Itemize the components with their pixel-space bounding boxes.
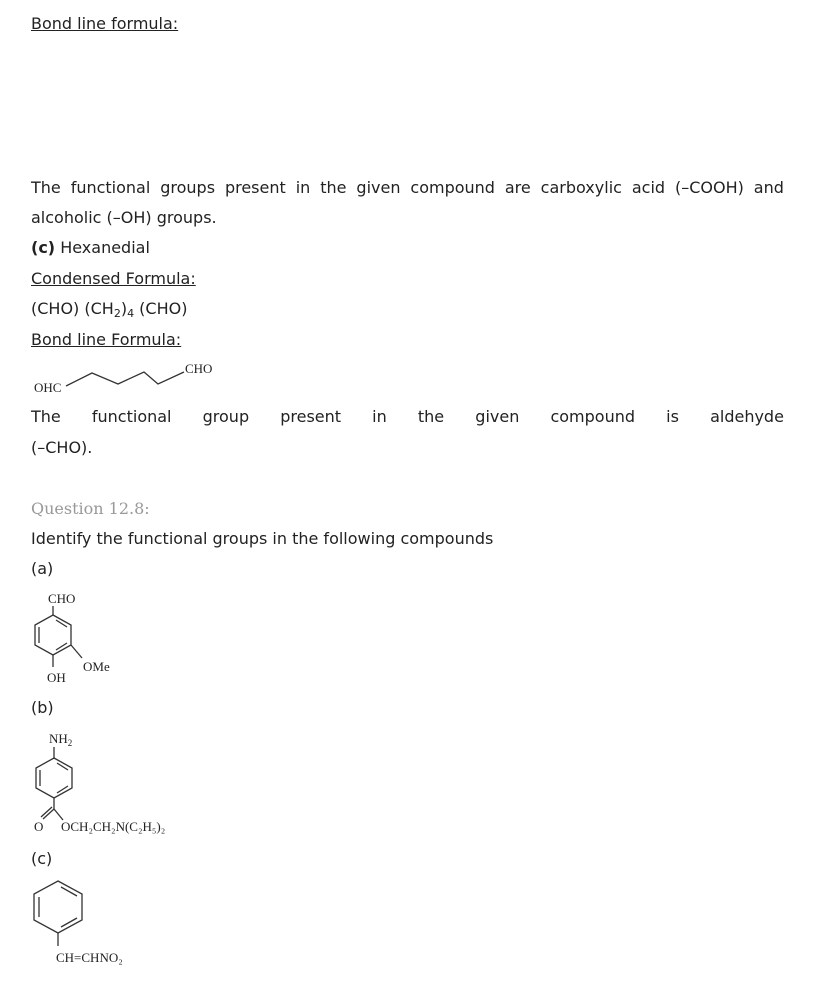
double-bond: [61, 918, 77, 927]
bond-line-formula-heading-2: Bond line Formula:: [31, 330, 182, 349]
double-bond: [56, 643, 67, 650]
double-bond: [57, 786, 68, 793]
word: functional: [70, 178, 151, 197]
word: compound: [550, 407, 636, 426]
word: the: [417, 407, 445, 426]
word: is: [666, 407, 679, 426]
structure-a: [30, 588, 130, 688]
part-b-label: (b): [31, 698, 54, 717]
bond: [71, 645, 82, 658]
double-bond: [57, 763, 68, 770]
condensed-part: (CHO) (CH: [31, 299, 114, 318]
condensed-subscript: 4: [127, 307, 135, 320]
word: present: [280, 407, 342, 426]
word: aldehyde: [710, 407, 784, 426]
word: given: [356, 178, 401, 197]
ome-label: OMe: [83, 659, 110, 674]
oh-label: OH: [47, 670, 66, 685]
ohc-label: OHC: [34, 380, 62, 395]
condensed-subscript: 2: [113, 307, 121, 320]
carbon-chain: [66, 372, 184, 386]
question-heading: Question 12.8:: [31, 499, 150, 518]
word: (–COOH): [674, 178, 744, 197]
word: given: [475, 407, 520, 426]
condensed-part: (CHO): [134, 299, 188, 318]
cho-label: CHO: [185, 361, 213, 376]
hexanedial-structure: [30, 356, 230, 400]
word: and: [753, 178, 784, 197]
word: the: [320, 178, 347, 197]
bond-line-formula-heading: Bond line formula:: [31, 14, 179, 33]
aldehyde-paragraph-line2: (–CHO).: [31, 438, 93, 457]
nh-subscript: 2: [67, 738, 73, 748]
word: acid: [631, 178, 666, 197]
double-bond: [61, 887, 77, 896]
part-c-name: Hexanedial: [60, 238, 150, 257]
benzene-ring: [35, 615, 71, 655]
word: The: [31, 407, 61, 426]
functional-groups-paragraph-line1: [31, 178, 784, 198]
condensed-formula-heading: Condensed Formula:: [31, 269, 196, 288]
condensed-part: ): [120, 299, 128, 318]
double-bond: [56, 620, 67, 627]
word: in: [372, 407, 387, 426]
part-c-label: (c): [31, 238, 56, 257]
word: in: [295, 178, 311, 197]
part-a-label: (a): [31, 559, 54, 578]
question-text: Identify the functional groups in the following compounds: [31, 529, 494, 548]
benzene-ring: [36, 758, 72, 798]
word: groups: [160, 178, 216, 197]
part-c-structure-label: (c): [31, 849, 53, 868]
word: compound: [410, 178, 495, 197]
cho-label: CHO: [48, 591, 76, 606]
nh2-label: [49, 731, 72, 748]
word: are: [504, 178, 531, 197]
word: carboxylic: [540, 178, 622, 197]
functional-groups-paragraph-line2: alcoholic (–OH) groups.: [31, 208, 217, 227]
word: present: [224, 178, 286, 197]
vinyl-nitro-chain-label: CH=CHNO₂: [56, 950, 123, 965]
benzene-ring: [34, 881, 82, 933]
nh-text: NH: [49, 731, 68, 746]
structure-b: [30, 727, 200, 837]
structure-c: [30, 878, 180, 973]
part-c-heading: [31, 238, 150, 258]
condensed-formula: [31, 299, 187, 319]
word: group: [202, 407, 250, 426]
o-label: O: [34, 819, 44, 834]
word: The: [31, 178, 61, 197]
ester-chain-label: OCH₂CH₂N(C₂H₅)₂: [61, 819, 166, 834]
aldehyde-paragraph-line1: [31, 407, 784, 427]
word: functional: [91, 407, 172, 426]
